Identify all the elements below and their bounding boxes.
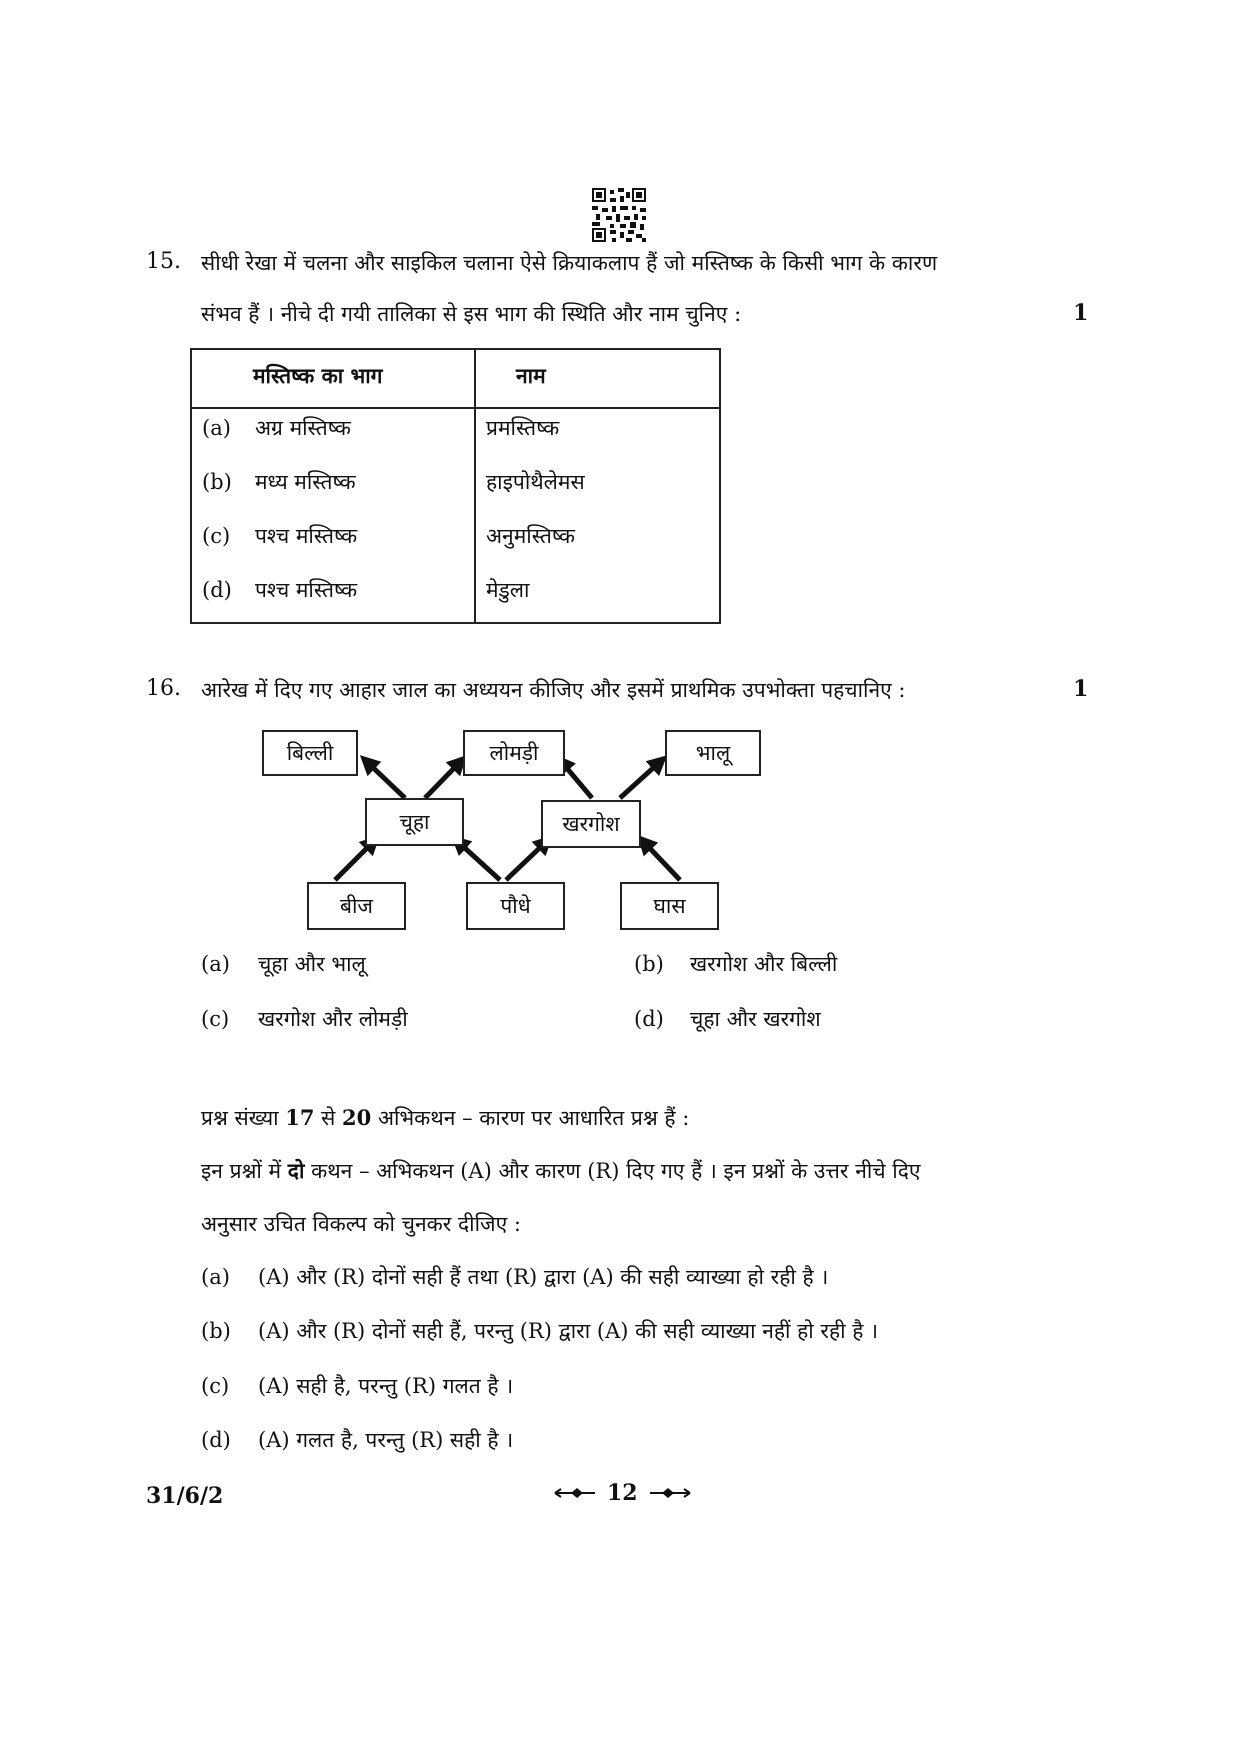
option-label: (a) (201, 952, 230, 976)
page-number: 12 (607, 1480, 638, 1506)
foodweb-node-cat: बिल्ली (262, 730, 358, 776)
option-label: (b) (634, 952, 664, 976)
table-cell-name: मेडुला (486, 578, 530, 602)
option-text: चूहा और खरगोश (690, 1007, 821, 1031)
assertion-reason-instruction-line1: इन प्रश्नों में दो कथन – अभिकथन (A) और कारण (R) दिए गए हैं । इन प्रश्नों के उत्तर नीचे दिए (201, 1158, 921, 1183)
question-15-marks: 1 (1073, 300, 1089, 326)
option-text: (A) और (R) दोनों सही हैं, परन्तु (R) द्वारा (A) की सही व्याख्या नहीं हो रही है । (258, 1319, 879, 1343)
option-text: खरगोश और लोमड़ी (258, 1007, 408, 1031)
foodweb-node-fox: लोमड़ी (463, 730, 565, 776)
table-row-label: (c) (202, 524, 231, 548)
foodweb-node-rabbit: खरगोश (541, 800, 641, 848)
paper-code: 31/6/2 (146, 1483, 224, 1509)
option-text: खरगोश और बिल्ली (690, 952, 838, 976)
table-cell-part: पश्च मस्तिष्क (255, 578, 358, 602)
foodweb-node-grass: घास (620, 882, 719, 930)
question-16-marks: 1 (1073, 676, 1089, 702)
arrow-mouse-to-fox (425, 760, 462, 798)
arrow-plants-to-mouse (456, 840, 500, 880)
arrow-rabbit-to-bear (620, 760, 662, 798)
question-16-number: 16. (146, 676, 181, 701)
option-label: (c) (201, 1007, 230, 1031)
table-row-label: (d) (202, 578, 232, 602)
option-label: (a) (201, 1265, 230, 1289)
foodweb-node-seed: बीज (307, 882, 406, 930)
table-header-name: नाम (516, 363, 546, 388)
option-text: (A) गलत है, परन्तु (R) सही है । (258, 1428, 514, 1452)
assertion-reason-intro: प्रश्न संख्या 17 से 20 अभिकथन – कारण पर आधारित प्रश्न हैं : (201, 1105, 690, 1130)
table-cell-name: अनुमस्तिष्क (486, 524, 575, 548)
question-15-number: 15. (146, 249, 181, 274)
table-cell-name: प्रमस्तिष्क (486, 416, 560, 440)
table-row-label: (b) (202, 470, 232, 494)
arrow-mouse-to-cat (365, 760, 405, 798)
table-cell-part: अग्र मस्तिष्क (255, 416, 351, 440)
table-cell-name: हाइपोथैलेमस (486, 470, 585, 494)
ornament-right-icon (648, 1486, 692, 1500)
ornament-left-icon (553, 1486, 597, 1500)
question-16-text: आरेख में दिए गए आहार जाल का अध्ययन कीजिए और इसमें प्राथमिक उपभोक्ता पहचानिए : (201, 678, 906, 702)
assertion-reason-instruction-line2: अनुसार उचित विकल्प को चुनकर दीजिए : (201, 1212, 521, 1236)
foodweb-node-bear: भालू (665, 730, 761, 776)
question-15-text-line1: सीधी रेखा में चलना और साइकिल चलाना ऐसे क्रियाकलाप हैं जो मस्तिष्क के किसी भाग के कारण (201, 251, 938, 275)
page-number-block (553, 1480, 692, 1506)
table-cell-part: पश्च मस्तिष्क (255, 524, 358, 548)
foodweb-node-mouse: चूहा (365, 798, 464, 846)
table-row-label: (a) (202, 416, 231, 440)
option-label: (d) (201, 1428, 231, 1452)
foodweb-node-plants: पौधे (466, 882, 565, 930)
table-cell-part: मध्य मस्तिष्क (255, 470, 356, 494)
arrow-seed-to-mouse (335, 840, 375, 880)
table-header-part: मस्तिष्क का भाग (253, 363, 383, 388)
option-text: चूहा और भालू (258, 952, 366, 976)
question-15-text-line2: संभव हैं । नीचे दी गयी तालिका से इस भाग की स्थिति और नाम चुनिए : (201, 302, 742, 326)
option-label: (c) (201, 1374, 230, 1398)
option-text: (A) सही है, परन्तु (R) गलत है । (258, 1374, 514, 1398)
option-label: (d) (634, 1007, 664, 1031)
arrow-grass-to-rabbit (642, 840, 680, 880)
option-label: (b) (201, 1319, 231, 1343)
option-text: (A) और (R) दोनों सही हैं तथा (R) द्वारा (A) की सही व्याख्या हो रही है । (258, 1265, 829, 1289)
